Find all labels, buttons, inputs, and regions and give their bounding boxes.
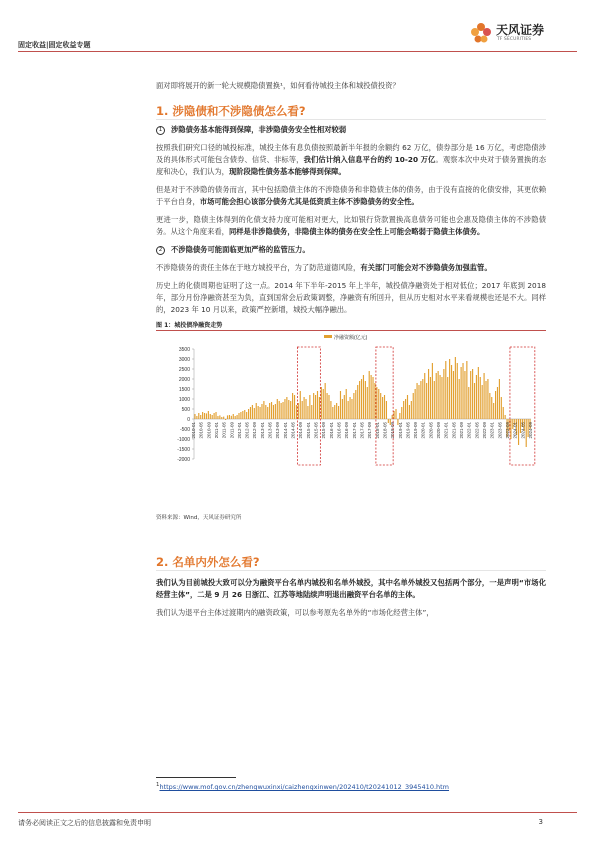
bar [340, 391, 341, 419]
bar [221, 417, 222, 419]
bar [277, 399, 278, 419]
header-section-label: 固定收益|固定收益专题 [18, 41, 91, 49]
x-tick-label: 2016-01 [328, 422, 334, 439]
x-tick-label: 2021-09 [459, 422, 465, 439]
bar [420, 381, 421, 419]
y-tick-label: 1000 [178, 396, 190, 403]
x-tick-label: 2013-01 [259, 422, 265, 439]
bar [288, 400, 289, 419]
bar [480, 377, 481, 419]
bar [380, 393, 381, 419]
bar [311, 405, 312, 419]
bar [319, 397, 320, 419]
bar [462, 363, 463, 419]
bar [328, 395, 329, 419]
paragraph-4: 不涉隐债务的责任主体在于地方城投平台，为了防范道德风险，有关部门可能会对不涉隐债务加强监管。 [156, 263, 492, 272]
bar [263, 401, 264, 419]
bar [238, 413, 239, 419]
bar [501, 397, 502, 419]
bar [482, 385, 483, 419]
bar [464, 371, 465, 419]
bar [459, 379, 460, 419]
bar [394, 411, 395, 419]
bar [384, 395, 385, 419]
bar [261, 404, 262, 419]
bar [395, 409, 396, 419]
bar [468, 387, 469, 419]
x-tick-label: 2024-09 [527, 422, 533, 439]
bar [461, 367, 462, 419]
x-tick-label: 2017-05 [359, 422, 365, 439]
bar [510, 419, 511, 439]
intro-paragraph: 面对即将展开的新一轮大规模隐债置换¹，如何看待城投主体和城投债投资？ [156, 81, 400, 90]
bar [478, 367, 479, 419]
bar [231, 416, 232, 419]
bar [499, 379, 500, 419]
x-tick-label: 2014-05 [290, 422, 296, 439]
bar [430, 377, 431, 419]
bar [401, 407, 402, 419]
y-tick-label: -2000 [177, 456, 190, 463]
bar [441, 377, 442, 419]
x-tick-label: 2023-05 [497, 422, 503, 439]
x-tick-label: 2010-09 [206, 422, 212, 439]
bar [327, 393, 328, 419]
bar [399, 413, 400, 419]
bar [376, 387, 377, 419]
bar [223, 417, 224, 419]
bar [292, 393, 293, 419]
bar [244, 410, 245, 419]
bar [246, 412, 247, 419]
bar [388, 419, 389, 423]
x-tick-label: 2023-09 [504, 422, 510, 439]
bar [219, 415, 220, 419]
bar [489, 393, 490, 419]
bar [415, 389, 416, 419]
y-tick-label: 500 [181, 406, 190, 413]
net-financing-chart [156, 331, 546, 511]
bar [503, 407, 504, 419]
bar [455, 357, 456, 419]
bar [491, 397, 492, 419]
footnote [156, 782, 449, 791]
bar [485, 381, 486, 419]
x-tick-label: 2024-01 [512, 422, 518, 439]
x-tick-label: 2022-05 [474, 422, 480, 439]
footer-disclaimer: 请务必阅读正文之后的信息披露和免责申明 [18, 819, 151, 827]
bar [407, 395, 408, 419]
bar [438, 371, 439, 419]
page-number: 3 [538, 818, 543, 826]
bar [237, 415, 238, 419]
bar [411, 401, 412, 419]
x-tick-label: 2021-01 [443, 422, 449, 439]
x-tick-label: 2014-01 [282, 422, 288, 439]
figure-title: 图 1：城投债净融资走势 [156, 321, 546, 331]
bar [357, 385, 358, 419]
bar [418, 385, 419, 419]
bar [436, 373, 437, 419]
bar [212, 415, 213, 419]
bar [305, 399, 306, 419]
section-2-heading: 2. 名单内外怎么看? [156, 553, 546, 571]
bar [256, 403, 257, 419]
bar [351, 399, 352, 419]
subheading-1-text: 涉隐债务基本能得到保障，非涉隐债务安全性相对较弱 [171, 125, 347, 134]
y-tick-label: -1000 [177, 436, 190, 443]
bar [363, 375, 364, 419]
bar [307, 406, 308, 419]
bar [361, 379, 362, 419]
chart-svg [156, 331, 546, 511]
bar [269, 403, 270, 419]
x-tick-label: 2015-09 [321, 422, 327, 439]
logo-subtext: TF SECURITIES [497, 37, 532, 42]
bar [296, 405, 297, 419]
bar [476, 375, 477, 419]
bar [424, 373, 425, 419]
circled-number-1: 1 [156, 126, 165, 135]
x-tick-label: 2012-09 [252, 422, 258, 439]
x-tick-label: 2010-05 [198, 422, 204, 439]
y-tick-label: 0 [187, 416, 190, 423]
x-tick-label: 2016-09 [344, 422, 350, 439]
x-tick-label: 2019-05 [405, 422, 411, 439]
x-tick-label: 2022-09 [482, 422, 488, 439]
x-tick-label: 2019-01 [397, 422, 403, 439]
bar [298, 403, 299, 419]
bar [457, 363, 458, 419]
section-2-paragraph-1: 我们认为目前城投大致可以分为融资平台名单内城投和名单外城投，其中名单外城投又包括两个部分，一是声明“市场化经营主体”，二是 9 月 26 日浙江、江苏等地陆续声明退出融资平台名单的主体。 [156, 578, 546, 599]
x-tick-label: 2018-09 [390, 422, 396, 439]
y-tick-label: 2500 [178, 366, 190, 373]
bar [271, 402, 272, 419]
bar [386, 401, 387, 419]
logo-flower-icon [468, 20, 494, 46]
subheading-1 [156, 124, 546, 136]
main-content [156, 80, 546, 619]
bar [217, 416, 218, 419]
bar [284, 399, 285, 419]
bar [254, 408, 255, 419]
paragraph-5: 历史上的化债周期也证明了这一点。2014 年下半年-2015 年上半年，城投债净融资处于相对低位；2017 年底到 2018 年，部分月份净融资甚至为负，直到国常会后政策调整，净融资有所回升，但从历史相对水平来看规模也还是不大。同样的，2023 年 10 月以来，政策严控新增，城投大幅净融出。 [156, 281, 546, 314]
bar [474, 383, 475, 419]
y-tick-label: 2000 [178, 376, 190, 383]
y-tick-label: 3000 [178, 356, 190, 363]
bar [282, 402, 283, 419]
footnote-divider [156, 777, 236, 778]
bar [194, 414, 195, 419]
y-tick-label: -500 [179, 426, 190, 433]
y-tick-label: 1500 [178, 386, 190, 393]
bar [275, 404, 276, 419]
bar [409, 405, 410, 419]
bar [252, 405, 253, 419]
bar [526, 419, 527, 447]
x-tick-label: 2014-09 [298, 422, 304, 439]
x-tick-label: 2017-09 [367, 422, 373, 439]
x-tick-label: 2023-01 [489, 422, 495, 439]
bar [426, 383, 427, 419]
tf-securities-logo [466, 20, 576, 50]
bar [208, 411, 209, 419]
bar [505, 415, 506, 419]
bar [235, 416, 236, 419]
bar [323, 389, 324, 419]
paragraph-2: 但是对于不涉隐的债务而言，其中包括隐债主体的不涉隐债务和非隐债主体的债务，由于没有直接的化债安排，其更依赖于平台自身，市场可能会担心该部分债务尤其是低资质主体不涉隐债务的安全性。 [156, 185, 546, 206]
logo-text: 天风证券 [496, 23, 545, 37]
x-tick-label: 2024-05 [520, 422, 526, 439]
bar [484, 373, 485, 419]
bar [493, 403, 494, 419]
x-tick-label: 2020-05 [428, 422, 434, 439]
bar [443, 369, 444, 419]
bar [378, 389, 379, 419]
x-tick-label: 2020-01 [420, 422, 426, 439]
bar [392, 415, 393, 419]
x-tick-label: 2012-01 [236, 422, 242, 439]
bar [325, 383, 326, 419]
bar [413, 393, 414, 419]
bar [259, 407, 260, 419]
x-tick-label: 2011-09 [229, 422, 235, 439]
bar [416, 383, 417, 419]
header-divider [18, 51, 577, 52]
paragraph-3: 更进一步，隐债主体得到的化债支持力度可能相对更大，比如银行贷款置换高息债务可能也会惠及隐债主体的不涉隐债务。从这个角度来看，同样是非涉隐债务，非隐债主体的债务在安全性上可能会略弱于隐债主体债务。 [156, 215, 546, 236]
x-tick-label: 2017-01 [351, 422, 357, 439]
bar [472, 369, 473, 419]
bar [428, 369, 429, 419]
bar [286, 397, 287, 419]
bar [248, 409, 249, 419]
bar [294, 395, 295, 419]
bar [451, 365, 452, 419]
legend-swatch [324, 335, 332, 338]
bar [317, 391, 318, 419]
bar [313, 393, 314, 419]
bar [342, 399, 343, 419]
x-tick-label: 2022-01 [466, 422, 472, 439]
bar [258, 406, 259, 419]
bar [338, 406, 339, 419]
bar [369, 371, 370, 419]
y-tick-label: -1500 [177, 446, 190, 453]
bar [225, 419, 226, 420]
bar [403, 401, 404, 419]
bar [229, 415, 230, 419]
bar [315, 395, 316, 419]
bar [336, 403, 337, 419]
figure-source: 资料来源：Wind，天风证券研究所 [156, 515, 242, 521]
x-tick-label: 2021-05 [451, 422, 457, 439]
bar [447, 377, 448, 419]
bar [355, 390, 356, 419]
y-tick-label: 3500 [178, 346, 190, 353]
highlight-box [510, 347, 535, 465]
bar [302, 401, 303, 419]
x-tick-label: 2016-05 [336, 422, 342, 439]
bar [497, 387, 498, 419]
x-tick-label: 2020-09 [436, 422, 442, 439]
bar [422, 379, 423, 419]
bar [359, 381, 360, 419]
bar [374, 383, 375, 419]
bar [439, 375, 440, 419]
bar [198, 413, 199, 419]
bar [214, 413, 215, 419]
bar [367, 387, 368, 419]
paragraph-1: 按照我们研究口径的城投标准，城投主体有息负债按照最新半年报的余额约 62 万亿，债券部分是 16 万亿，考虑隐债涉及的具体形式可能包含债券、信贷、非标等，我们估计纳入信息平台的约 10-20 万亿。观察本次中央对于债务置换的态度和决心，我们认为，现阶段隐性债务基本能够得到保障。 [156, 143, 547, 176]
subheading-2-text: 不涉隐债务可能面临更加严格的监管压力。 [171, 245, 310, 254]
bar [470, 371, 471, 419]
footnote-number: 1 [156, 782, 160, 788]
bar [210, 414, 211, 419]
bar [346, 389, 347, 419]
bar [348, 401, 349, 419]
bar [281, 403, 282, 419]
bar [233, 414, 234, 419]
bar [372, 377, 373, 419]
bar [267, 407, 268, 419]
bar [300, 391, 301, 419]
bar [405, 399, 406, 419]
x-tick-label: 2019-09 [413, 422, 419, 439]
x-tick-label: 2013-05 [267, 422, 273, 439]
bar [349, 397, 350, 419]
bar [200, 415, 201, 419]
footer-divider [18, 812, 577, 813]
bar [279, 401, 280, 419]
circled-number-2: 2 [156, 246, 165, 255]
bar [466, 361, 467, 419]
section-1-heading: 1. 涉隐债和不涉隐债怎么看? [156, 102, 546, 120]
bar [321, 387, 322, 419]
subheading-2 [156, 244, 546, 256]
bar [273, 405, 274, 419]
bar [487, 379, 488, 419]
x-tick-label: 2013-09 [275, 422, 281, 439]
bar [432, 363, 433, 419]
legend-label: 净融资额(亿元) [334, 335, 368, 341]
x-tick-label: 2011-05 [221, 422, 227, 439]
bar [445, 361, 446, 419]
bar [365, 381, 366, 419]
bar [309, 395, 310, 419]
bar [202, 412, 203, 419]
bar [227, 415, 228, 419]
bar [240, 412, 241, 419]
x-tick-label: 2015-05 [313, 422, 319, 439]
bar [265, 405, 266, 419]
bar [344, 395, 345, 419]
bar [215, 412, 216, 419]
x-tick-label: 2011-01 [213, 422, 219, 439]
bar [204, 413, 205, 419]
x-tick-label: 2012-05 [244, 422, 250, 439]
x-tick-label: 2018-05 [382, 422, 388, 439]
bar [242, 411, 243, 419]
bar [495, 391, 496, 419]
bar [250, 407, 251, 419]
bar [371, 375, 372, 419]
bar [353, 393, 354, 419]
section-2-paragraph-2: 我们认为退平台主体过渡期内的融资政策，可以参考原先名单外的“市场化经营主体”， [156, 608, 434, 617]
x-tick-label: 2010-01 [190, 422, 196, 439]
bar [449, 359, 450, 419]
bar [453, 371, 454, 419]
bar [330, 401, 331, 419]
bar [434, 381, 435, 419]
bar [518, 419, 519, 445]
bar [304, 397, 305, 419]
bar [382, 397, 383, 419]
bar [332, 407, 333, 419]
footnote-link[interactable]: https://www.mof.gov.cn/zhengwuxinxi/caizhengxinwen/202410/t20241012_3945410.htm [159, 783, 450, 792]
x-tick-label: 2015-01 [305, 422, 311, 439]
bar [196, 416, 197, 419]
bar [206, 413, 207, 419]
bar [334, 405, 335, 419]
bar [290, 401, 291, 419]
x-tick-label: 2018-01 [374, 422, 380, 439]
